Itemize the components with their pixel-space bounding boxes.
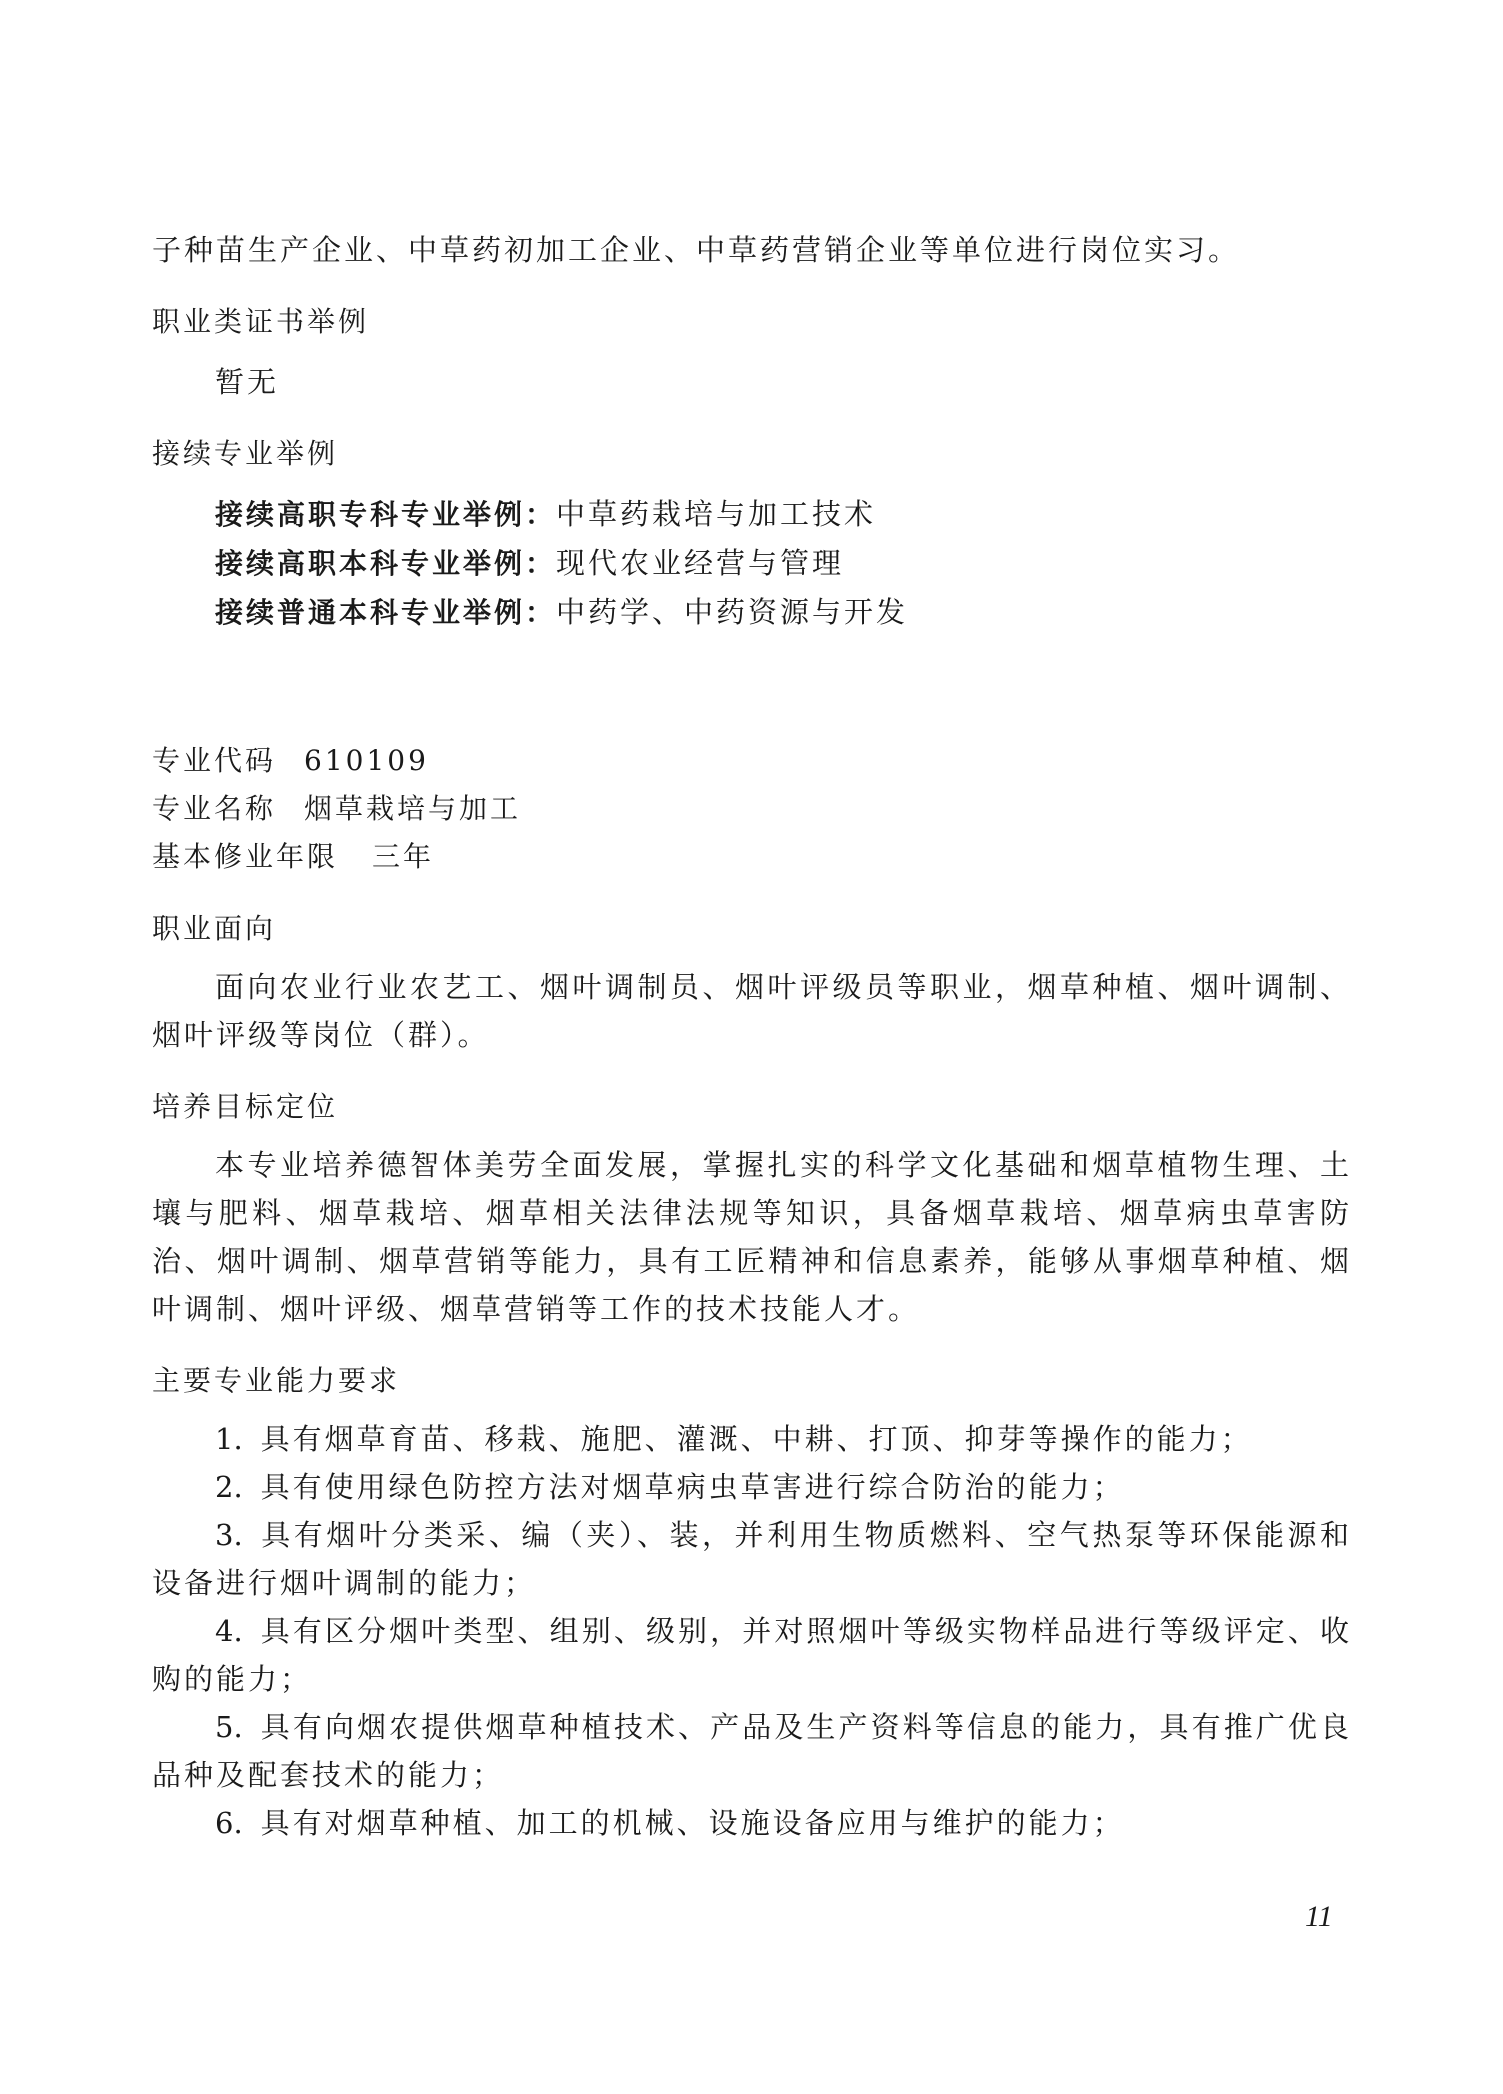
cert-heading: 职业类证书举例	[152, 305, 370, 338]
page-number: 11	[1305, 1900, 1333, 1933]
major-name-row	[152, 785, 1352, 833]
ability-num: 4.	[215, 1614, 243, 1648]
continue-item-general-bachelor	[152, 588, 1352, 637]
major-code-value: 610109	[304, 744, 429, 777]
ability-item	[152, 1607, 1352, 1703]
continue-item-vocational-bachelor	[152, 539, 1352, 588]
continue-heading: 接续专业举例	[152, 437, 339, 470]
continue-label: 接续高职本科专业举例：	[215, 547, 557, 580]
major-years-value: 三年	[372, 840, 435, 873]
ability-item	[152, 1703, 1352, 1799]
abilities-heading: 主要专业能力要求	[152, 1364, 401, 1397]
goal-text: 本专业培养德智体美劳全面发展，掌握扎实的科学文化基础和烟草植物生理、土壤与肥料、烟草栽培、烟草相关法律法规等知识，具备烟草栽培、烟草病虫草害防治、烟叶调制、烟草营销等能力，具有工匠精神和信息素养，能够从事烟草种植、烟叶调制、烟叶评级、烟草营销等工作的技术技能人才。	[152, 1148, 1352, 1326]
major-name-label: 专业名称	[152, 792, 277, 825]
page-content	[152, 226, 1352, 1847]
major-years-label: 基本修业年限	[152, 840, 339, 873]
ability-text: 具有使用绿色防控方法对烟草病虫草害进行综合防治的能力；	[260, 1470, 1125, 1504]
ability-num: 3.	[215, 1518, 243, 1552]
continue-value: 中草药栽培与加工技术	[556, 497, 877, 531]
cert-text: 暂无	[215, 365, 280, 399]
continue-label: 接续高职专科专业举例：	[215, 498, 557, 531]
career-text: 面向农业行业农艺工、烟叶调制员、烟叶评级员等职业，烟草种植、烟叶调制、烟叶评级等岗位（群）。	[152, 970, 1352, 1052]
ability-item	[152, 1511, 1352, 1607]
ability-num: 5.	[215, 1710, 243, 1744]
continue-value: 现代农业经营与管理	[556, 546, 845, 580]
major-name-value: 烟草栽培与加工	[304, 792, 522, 825]
ability-text: 具有烟叶分类采、编（夹）、装，并利用生物质燃料、空气热泵等环保能源和设备进行烟叶调制的能力；	[152, 1518, 1352, 1600]
ability-text: 具有对烟草种植、加工的机械、设施设备应用与维护的能力；	[260, 1806, 1125, 1840]
ability-item	[152, 1799, 1352, 1847]
ability-text: 具有烟草育苗、移栽、施肥、灌溉、中耕、打顶、抑芽等操作的能力；	[260, 1422, 1253, 1456]
ability-num: 1.	[215, 1422, 243, 1456]
ability-num: 6.	[215, 1806, 243, 1840]
major-code-label: 专业代码	[152, 744, 277, 777]
goal-heading: 培养目标定位	[152, 1090, 339, 1123]
ability-item	[152, 1463, 1352, 1511]
ability-item	[152, 1415, 1352, 1463]
ability-num: 2.	[215, 1470, 243, 1504]
career-heading: 职业面向	[152, 912, 277, 945]
ability-text: 具有区分烟叶类型、组别、级别，并对照烟叶等级实物样品进行等级评定、收购的能力；	[152, 1614, 1352, 1696]
major-code-row	[152, 737, 1352, 785]
continue-label: 接续普通本科专业举例：	[215, 596, 557, 629]
continue-value: 中药学、中药资源与开发	[556, 595, 909, 629]
major-years-row	[152, 833, 1352, 881]
ability-text: 具有向烟农提供烟草种植技术、产品及生产资料等信息的能力，具有推广优良品种及配套技术的能力；	[152, 1710, 1352, 1792]
continue-item-vocational	[152, 490, 1352, 539]
continuation-paragraph: 子种苗生产企业、中草药初加工企业、中草药营销企业等单位进行岗位实习。	[152, 233, 1241, 267]
